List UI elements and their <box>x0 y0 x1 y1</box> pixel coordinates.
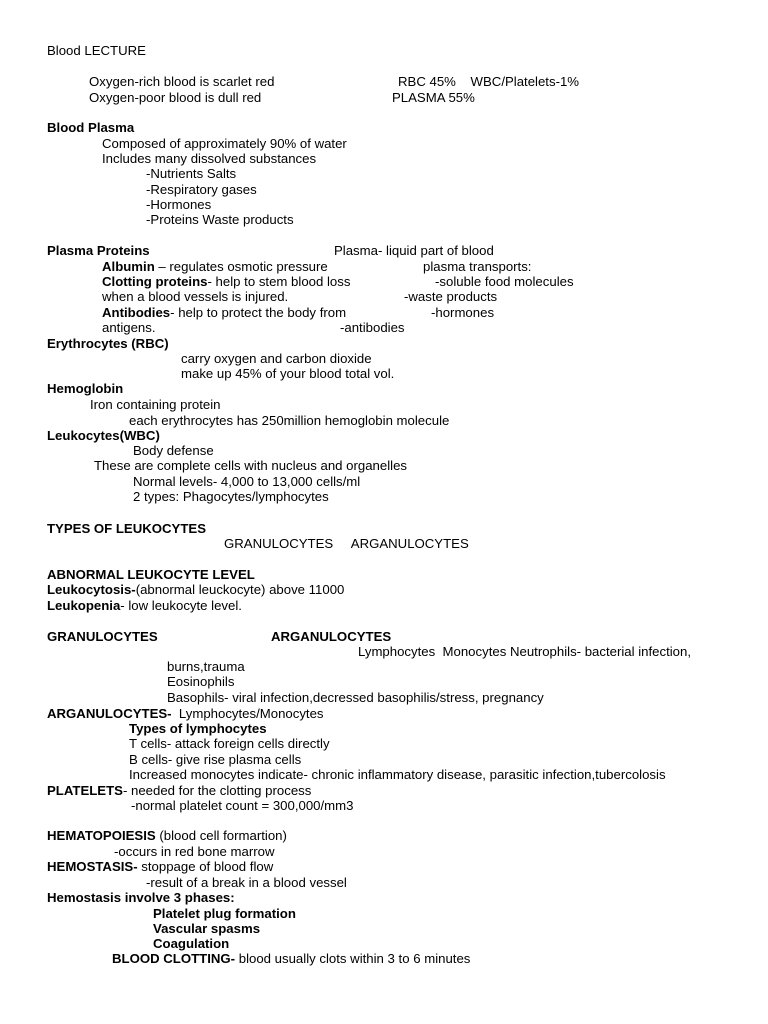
types-of-leukocytes-line: GRANULOCYTES ARGANULOCYTES <box>224 536 469 551</box>
clotting-proteins-cont: when a blood vessels is injured. <box>102 289 289 304</box>
hematopoiesis-line <box>47 828 287 844</box>
plasma-soluble: -soluble food molecules <box>435 274 574 289</box>
hemostasis-line <box>47 859 273 875</box>
plasma-transports: plasma transports: <box>423 259 532 274</box>
platelet-count-line: -normal platelet count = 300,000/mm3 <box>131 798 354 813</box>
leukocytosis-term: Leukocytosis- <box>47 582 136 597</box>
hemoglobin-line-1: Iron containing protein <box>90 397 221 412</box>
plasma-proteins-heading: Plasma Proteins <box>47 243 150 258</box>
platelets-line <box>47 783 311 799</box>
document-title: Blood LECTURE <box>47 43 146 58</box>
hematopoiesis-text: (blood cell formartion) <box>155 828 287 843</box>
antibodies-text: - help to protect the body from <box>170 305 347 320</box>
erythrocytes-heading: Erythrocytes (RBC) <box>47 336 169 351</box>
antibodies-line <box>102 305 346 321</box>
abnormal-heading: ABNORMAL LEUKOCYTE LEVEL <box>47 567 255 582</box>
blood-plasma-item: -Nutrients Salts <box>146 166 237 181</box>
platelets-term: PLATELETS <box>47 783 123 798</box>
intro-composition-2: PLASMA 55% <box>392 90 475 105</box>
leukocytosis-text: (abnormal leuckocyte) above 11000 <box>135 582 345 597</box>
antibodies-term: Antibodies <box>102 305 171 320</box>
t-cells-line: T cells- attack foreign cells directly <box>129 736 330 751</box>
clotting-proteins-line <box>102 274 350 290</box>
blood-plasma-line-1: Composed of approximately 90% of water <box>102 136 347 151</box>
hemostasis-detail: -result of a break in a blood vessel <box>146 875 347 890</box>
hemostasis-text: stoppage of blood flow <box>137 859 274 874</box>
blood-plasma-item: -Respiratory gases <box>146 182 257 197</box>
hemostasis-phases-heading: Hemostasis involve 3 phases: <box>47 890 235 905</box>
hemostasis-phase: Vascular spasms <box>153 921 261 936</box>
clotting-proteins-term: Clotting proteins <box>102 274 208 289</box>
blood-clotting-term: BLOOD CLOTTING- <box>112 951 236 966</box>
leukocytes-line-4: 2 types: Phagocytes/lymphocytes <box>133 489 329 504</box>
monocytes-line: Increased monocytes indicate- chronic inflammatory disease, parasitic infection,tubercolosis <box>129 767 666 782</box>
types-of-leukocytes-heading: TYPES OF LEUKOCYTES <box>47 521 207 536</box>
blood-plasma-heading: Blood Plasma <box>47 120 135 135</box>
clotting-proteins-text: - help to stem blood loss <box>207 274 351 289</box>
leukocytosis-line <box>47 582 344 598</box>
hemoglobin-heading: Hemoglobin <box>47 381 124 396</box>
albumin-text: – regulates osmotic pressure <box>154 259 328 274</box>
blood-clotting-text: blood usually clots within 3 to 6 minutes <box>235 951 471 966</box>
hemoglobin-line-2: each erythrocytes has 250million hemoglobin molecule <box>129 413 450 428</box>
blood-plasma-item: -Hormones <box>146 197 212 212</box>
erythrocytes-line-2: make up 45% of your blood total vol. <box>181 366 395 381</box>
hemostasis-term: HEMOSTASIS- <box>47 859 138 874</box>
leukopenia-line <box>47 598 242 614</box>
hemostasis-phase: Coagulation <box>153 936 230 951</box>
arganulocytes-text: Lymphocytes/Monocytes <box>171 706 324 721</box>
leukocytes-line-1: Body defense <box>133 443 214 458</box>
arganulocytes-heading: ARGANULOCYTES <box>271 629 392 644</box>
erythrocytes-line-1: carry oxygen and carbon dioxide <box>181 351 372 366</box>
leukocytes-line-3: Normal levels- 4,000 to 13,000 cells/ml <box>133 474 361 489</box>
blood-plasma-item: -Proteins Waste products <box>146 212 294 227</box>
intro-line-2: Oxygen-poor blood is dull red <box>89 90 262 105</box>
granulocytes-line-1: Lymphocytes Monocytes Neutrophils- bacterial infection, <box>358 644 692 659</box>
intro-composition-1: RBC 45% WBC/Platelets-1% <box>398 74 580 89</box>
plasma-side-note: Plasma- liquid part of blood <box>334 243 494 258</box>
albumin-line <box>102 259 328 275</box>
albumin-term: Albumin <box>102 259 155 274</box>
arganulocytes-term: ARGANULOCYTES- <box>47 706 172 721</box>
plasma-waste: -waste products <box>404 289 498 304</box>
granulocytes-line-2: burns,trauma <box>167 659 245 674</box>
granulocytes-line-3: Eosinophils <box>167 674 235 689</box>
granulocytes-heading: GRANULOCYTES <box>47 629 158 644</box>
hemostasis-phase: Platelet plug formation <box>153 906 296 921</box>
intro-line-1: Oxygen-rich blood is scarlet red <box>89 74 275 89</box>
blood-clotting-line <box>112 951 470 967</box>
blood-plasma-line-2: Includes many dissolved substances <box>102 151 317 166</box>
leukopenia-term: Leukopenia <box>47 598 121 613</box>
antibodies-cont: antigens. <box>102 320 156 335</box>
b-cells-line: B cells- give rise plasma cells <box>129 752 302 767</box>
leukopenia-text: - low leukocyte level. <box>120 598 242 613</box>
leukocytes-line-2: These are complete cells with nucleus and organelles <box>94 458 408 473</box>
platelets-text: - needed for the clotting process <box>122 783 312 798</box>
plasma-antibodies: -antibodies <box>340 320 405 335</box>
arganulocytes-line <box>47 706 324 722</box>
plasma-hormones: -hormones <box>431 305 495 320</box>
hematopoiesis-detail: -occurs in red bone marrow <box>114 844 275 859</box>
types-of-lymphocytes-heading: Types of lymphocytes <box>129 721 267 736</box>
hematopoiesis-term: HEMATOPOIESIS <box>47 828 156 843</box>
leukocytes-heading: Leukocytes(WBC) <box>47 428 160 443</box>
granulocytes-line-4: Basophils- viral infection,decressed basophilis/stress, pregnancy <box>167 690 544 705</box>
